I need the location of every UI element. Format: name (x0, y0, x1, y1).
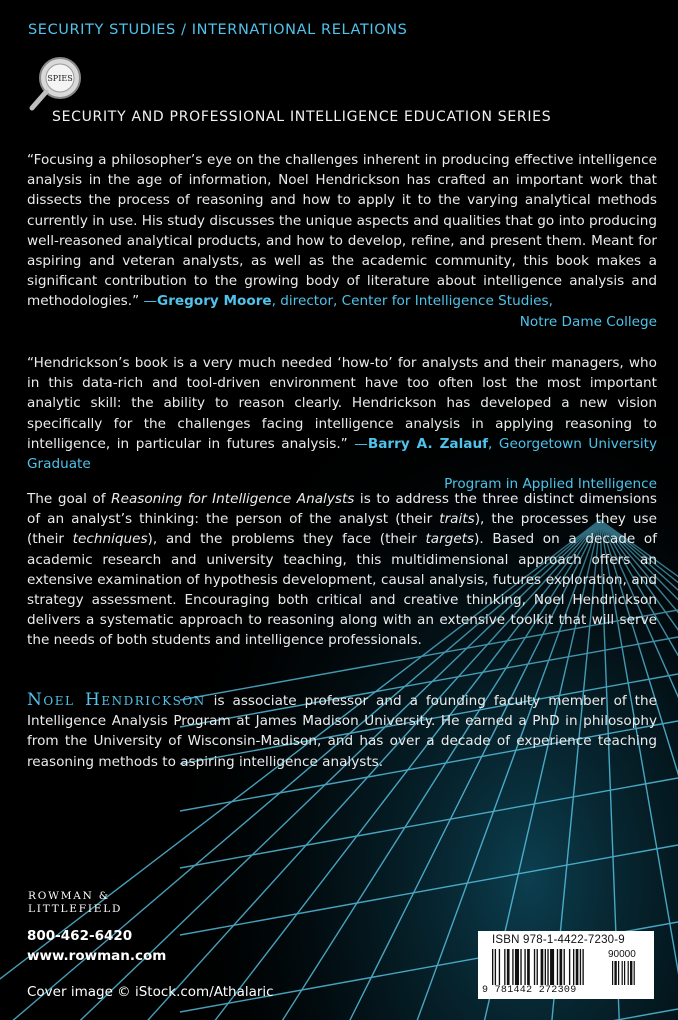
barcode-bar (573, 949, 574, 985)
barcode-addon-bar (618, 961, 619, 985)
barcode-bar (520, 949, 521, 985)
barcode-addon-bar (622, 961, 623, 985)
series-name: SECURITY AND PROFESSIONAL INTELLIGENCE EDUCATION SERIES (52, 109, 552, 125)
barcode-addon-bar (628, 961, 629, 985)
barcode-bar (545, 949, 546, 985)
quote-author: Gregory Moore (157, 293, 272, 310)
barcode-bar (524, 949, 525, 985)
quote-text: “Hendrickson’s book is a very much needed ‘how-to’ for analysts and their managers, who in this data-rich and tool-driven environment have too often lost the most important analytic skill: the ability to reason clearly. Hendrickson has developed a new vision specifically for the challenges facing intelligence analysis in applying reasoning to intelligence, in particular in futures analysis.” (27, 355, 657, 452)
barcode-bar (550, 949, 554, 985)
barcode-bar (534, 949, 535, 985)
barcode-bar (541, 949, 544, 985)
barcode-addon-bar (624, 961, 625, 985)
quote-dash: — (143, 293, 158, 310)
barcode-bar (504, 949, 505, 985)
barcode-bar (560, 949, 563, 985)
book-title: Reasoning for Intelligence Analysts (111, 491, 355, 507)
barcode-bar (499, 949, 500, 985)
barcode-bar (515, 949, 519, 985)
barcode-addon-bar (630, 961, 632, 985)
publisher-logo: ROWMAN & LITTLEFIELD (28, 890, 123, 915)
barcode-bar (495, 949, 496, 985)
barcode-bar (537, 949, 538, 985)
spies-logo-text: SPIES (47, 74, 73, 83)
barcode-addon-bar (614, 961, 616, 985)
barcode-addon-bar (634, 961, 635, 985)
publisher-website: www.rowman.com (27, 948, 167, 964)
ean-digits: 9 781442 272309 (482, 985, 577, 996)
quote-dash: — (354, 435, 368, 452)
cover-credit: Cover image © iStock.com/Athalaric (27, 984, 274, 1000)
quote-affiliation-line2: Notre Dame College (519, 313, 657, 330)
series-category: SECURITY STUDIES / INTERNATIONAL RELATIONS (28, 22, 408, 38)
price-code: 90000 (608, 949, 636, 960)
endorsement-quote-2 (27, 353, 657, 494)
quote-affiliation-line2: Program in Applied Intelligence (444, 476, 657, 493)
barcode-addon-bar (612, 961, 613, 985)
barcode-bar (580, 949, 581, 985)
quote-text: “Focusing a philosopher’s eye on the challenges inherent in producing effective intelligence analysis in the age of information, Noel Hendrickson has crafted an important work that dissects the process of reasoning and how to apply it to the varying analytical methods currently in use. His study discusses the unique aspects and qualities that go into producing well-reasoned analytical products, and how to develop, refine, and present them. Meant for aspiring and veteran analysts, as well as the academic community, this book makes a significant contribution to the growing body of literature about intelligence analysis and methodologies.” (27, 152, 657, 310)
barcode-bar (547, 949, 548, 985)
publisher-phone: 800-462-6420 (27, 928, 133, 944)
barcode-bar (492, 949, 493, 985)
author-name: Noel Hendrickson (27, 690, 206, 710)
barcode-bar (527, 949, 530, 985)
quote-affiliation: , director, Center for Intelligence Studies, (271, 293, 553, 310)
book-description: The goal of Reasoning for Intelligence Analysts is to address the three distinct dimensions of an analyst’s thinking: the person of the analyst (their traits), the processes they use (their techniques), and the problems they face (their targets). Based on a decade of academic research and university teaching, this multidimensional approach offers an extensive examination of hypothesis development, causal analysis, futures exploration, and strategy assessment. Encouraging both critical and creative thinking, Noel Hendrickson delivers a systematic approach to reasoning along with an extensive toolkit that will serve the needs of both students and intelligence professionals. (27, 491, 658, 649)
barcode-bar (576, 949, 579, 985)
author-bio (27, 690, 657, 772)
endorsement-quote-1 (27, 150, 657, 332)
barcode-bar (564, 949, 565, 985)
barcode-bar (582, 949, 583, 985)
barcode-bar (512, 949, 513, 985)
author-bio-text: is associate professor and a founding faculty member of the Intelligence Analysis Program at James Madison University. He earned a PhD in philosophy from the University of Wisconsin-Madison, and has over a decade of experience teaching reasoning methods to aspiring intelligence analysts. (27, 693, 657, 770)
isbn-number: ISBN 978-1-4422-7230-9 (492, 934, 625, 946)
quote-author: Barry A. Zalauf (367, 435, 489, 452)
barcode-bar (507, 949, 510, 985)
isbn-barcode (478, 931, 654, 999)
quote-affiliation: , Georgetown University Graduate (27, 435, 658, 473)
barcode-bar (557, 949, 558, 985)
barcode-bar (569, 949, 570, 985)
